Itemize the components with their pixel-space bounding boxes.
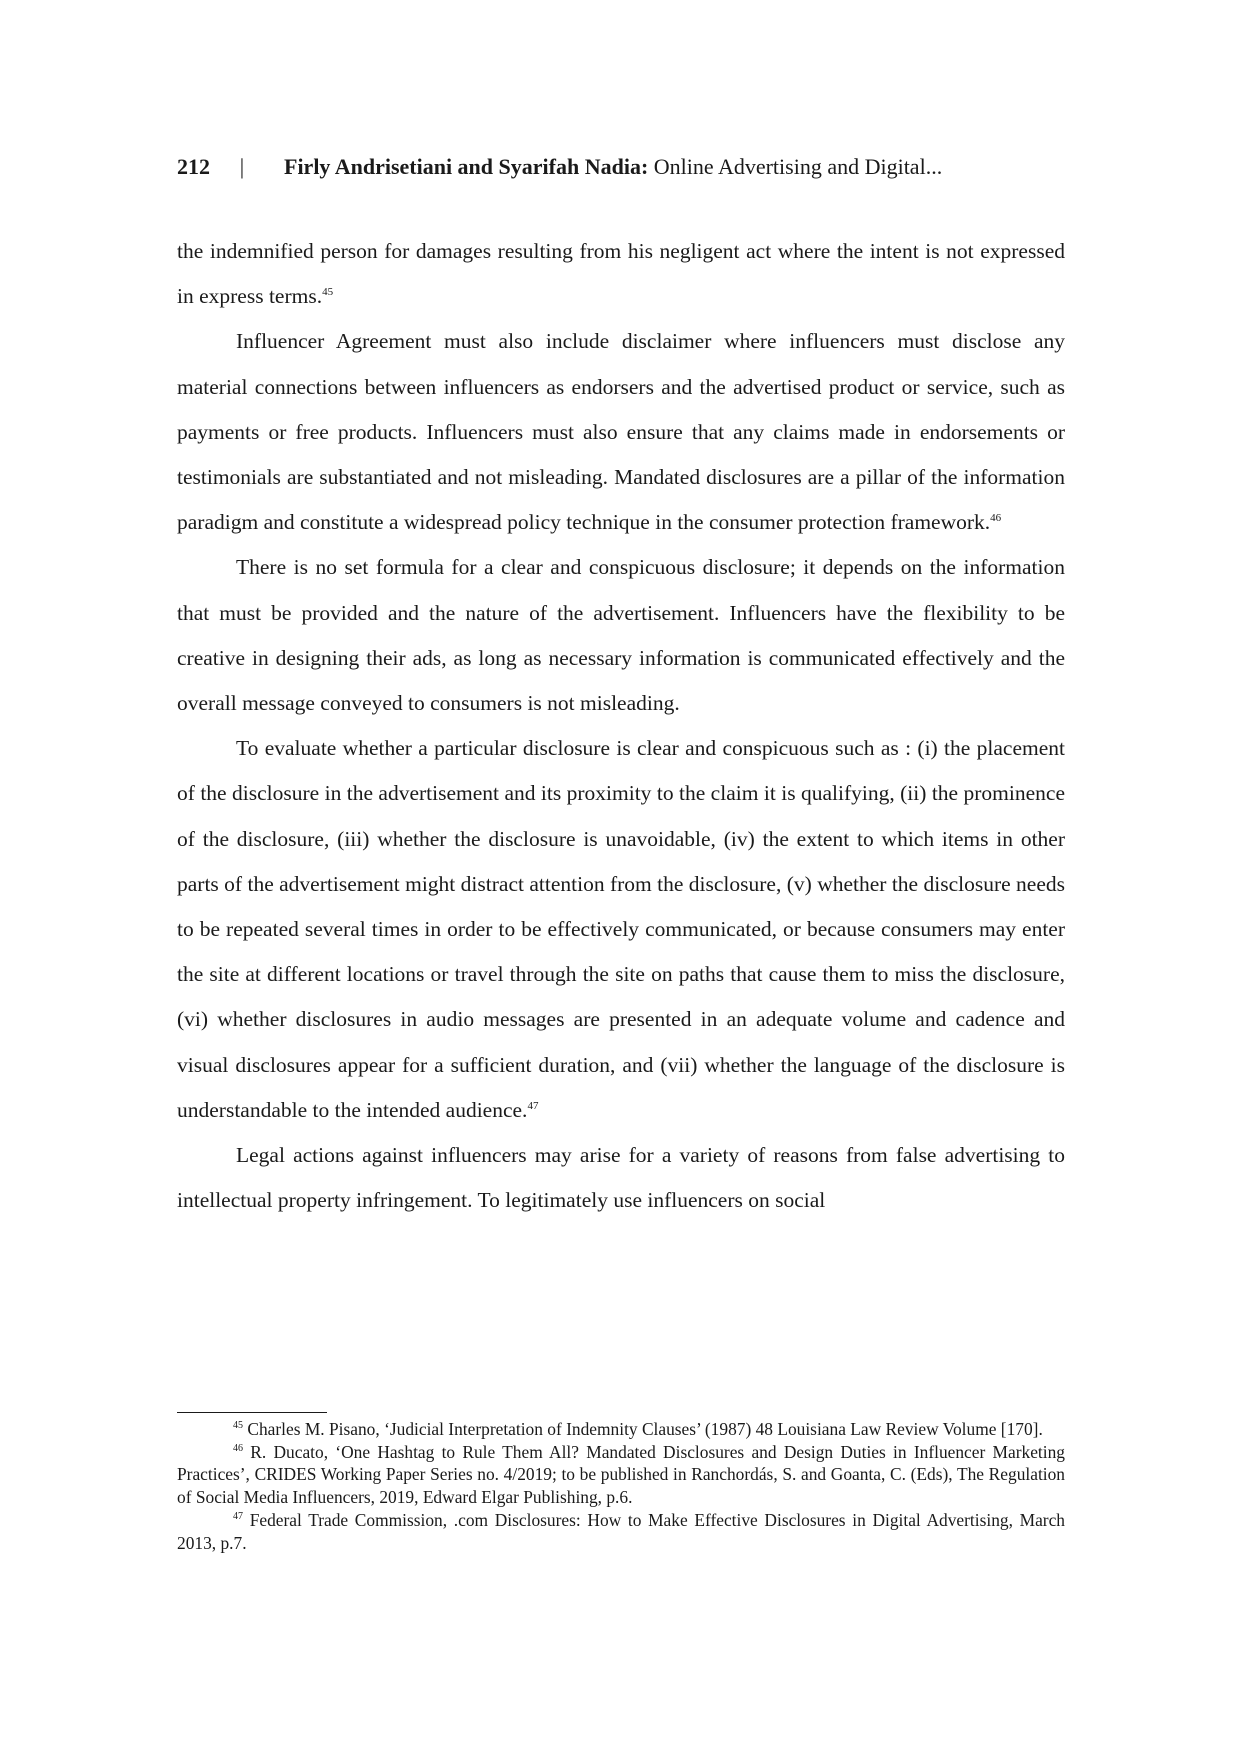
footnote-ref-47[interactable]: 47 <box>527 1099 539 1112</box>
paragraph-text: Legal actions against influencers may arise for a variety of reasons from false advertising to intellectual property infringement. To legitimately use influencers on social <box>177 1143 1065 1213</box>
header-title: Online Advertising and Digital... <box>653 154 943 179</box>
paragraph-2 <box>177 319 1065 545</box>
paragraph-text: Influencer Agreement must also include disclaimer where influencers must disclose any material connections between influencers as endorsers and the advertised product or service, such as payments or free products. Influencers must also ensure that any claims made in endorsements or testimonials are substantiated and not misleading. Mandated disclosures are a pillar of the information paradigm and constitute a widespread policy technique in the consumer protection framework. <box>177 329 1065 535</box>
footnote-number: 45 <box>233 1420 243 1432</box>
footnote-text: Federal Trade Commission, .com Disclosures: How to Make Effective Disclosures in Digital Advertising, March 2013, p.7. <box>177 1509 1065 1553</box>
footnote-47 <box>177 1509 1065 1554</box>
footnote-number: 46 <box>233 1442 243 1454</box>
page-number: 212 <box>177 154 210 179</box>
paragraph-text: the indemnified person for damages resulting from his negligent act where the intent is not expressed in express terms. <box>177 239 1065 309</box>
running-header <box>177 152 1067 182</box>
footnote-divider <box>177 1412 327 1413</box>
paragraph-text: There is no set formula for a clear and conspicuous disclosure; it depends on the information that must be provided and the nature of the advertisement. Influencers have the flexibility to be creative in designing their ads, as long as necessary information is communicated effectively and the overall message conveyed to consumers is not misleading. <box>177 555 1065 716</box>
paragraph-1 <box>177 229 1065 319</box>
footnote-46 <box>177 1441 1065 1509</box>
paragraph-3 <box>177 545 1065 726</box>
footnote-ref-46[interactable]: 46 <box>990 512 1002 525</box>
footnote-text: R. Ducato, ‘One Hashtag to Rule Them All? Mandated Disclosures and Design Duties in Influencer Marketing Practices’, CRIDES Working Paper Series no. 4/2019; to be published in Ranchordás, S. and Goanta, C. (Eds), The Regulation of Social Media Influencers, 2019, Edward Elgar Publishing, p.6. <box>177 1441 1065 1508</box>
paragraph-5 <box>177 1133 1065 1223</box>
footnote-ref-45[interactable]: 45 <box>322 286 334 299</box>
footnotes <box>177 1418 1065 1554</box>
header-separator: | <box>239 154 245 179</box>
footnote-text: Charles M. Pisano, ‘Judicial Interpretation of Indemnity Clauses’ (1987) 48 Louisiana Law Review Volume [170]. <box>247 1419 1043 1439</box>
footnote-45 <box>177 1418 1065 1441</box>
body-text <box>177 229 1065 1223</box>
footnote-number: 47 <box>233 1511 243 1523</box>
paragraph-text: To evaluate whether a particular disclosure is clear and conspicuous such as : (i) the placement of the disclosure in the advertisement and its proximity to the claim it is qualifying, (ii) the prominence of the disclosure, (iii) whether the disclosure is unavoidable, (iv) the extent to which items in other parts of the advertisement might distract attention from the disclosure, (v) whether the disclosure needs to be repeated several times in order to be effectively communicated, or because consumers may enter the site at different locations or travel through the site on paths that cause them to miss the disclosure, (vi) whether disclosures in audio messages are presented in an adequate volume and cadence and visual disclosures appear for a sufficient duration, and (vii) whether the language of the disclosure is understandable to the intended audience. <box>177 736 1065 1122</box>
paragraph-4 <box>177 726 1065 1133</box>
header-authors: Firly Andrisetiani and Syarifah Nadia: <box>284 154 649 179</box>
